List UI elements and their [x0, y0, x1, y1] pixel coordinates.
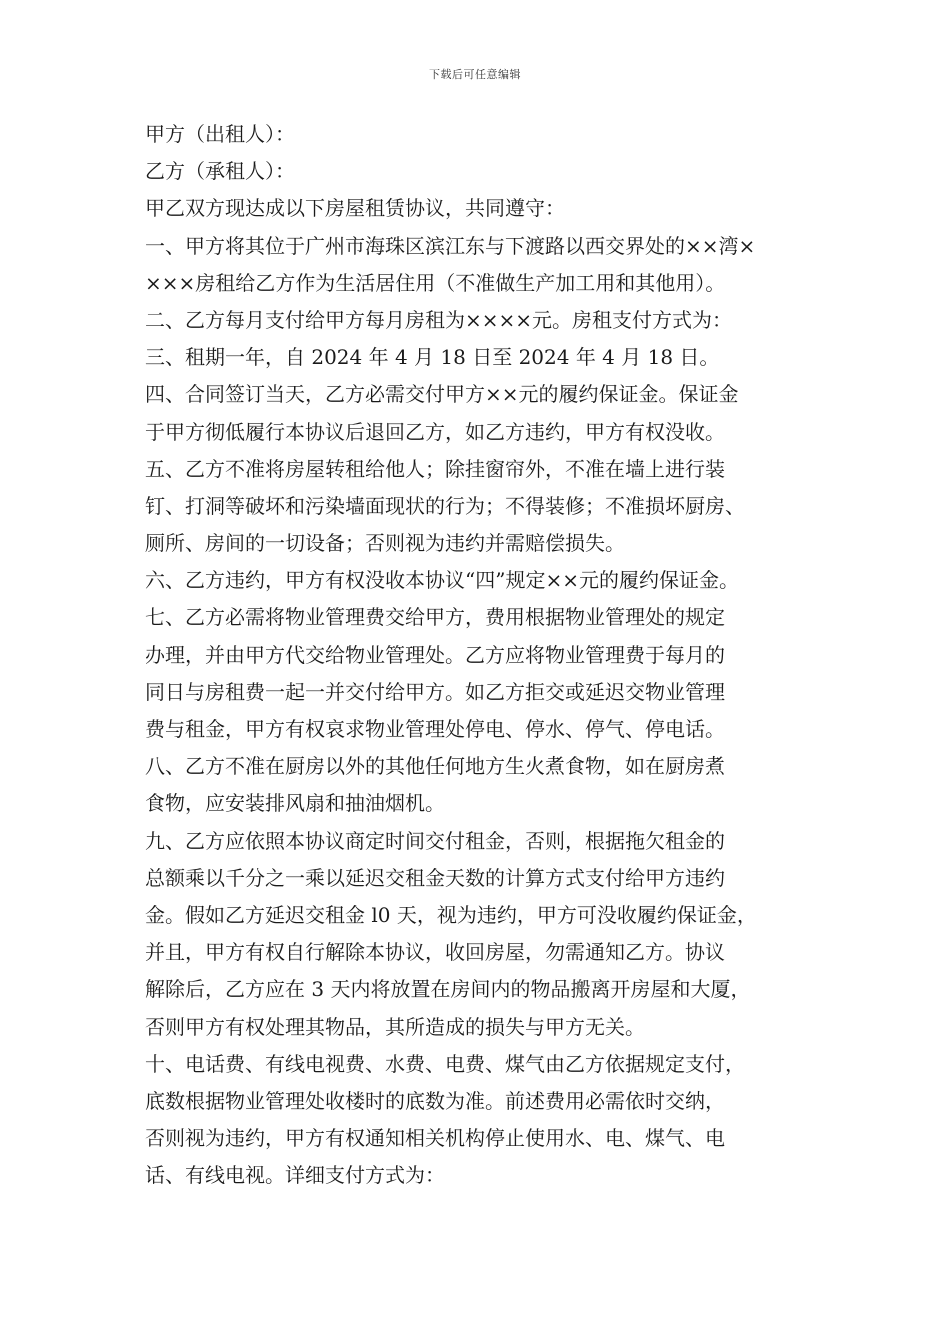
text-line: 同日与房租费一起一并交付给甲方。如乙方拒交或延迟交物业管理 — [145, 679, 725, 704]
text-line: ×××房租给乙方作为生活居住用（不准做生产加工用和其他用）。 — [145, 270, 726, 295]
text-line: 一、甲方将其位于广州市海珠区滨江东与下渡路以西交界处的××湾× — [145, 233, 756, 258]
text-line-lessee: 乙方（承租人）： — [145, 159, 295, 184]
text-line: 三、租期一年，自 2024 年 4 月 18 日至 2024 年 4 月 18 日。 — [145, 345, 720, 370]
text-line: 六、乙方违约，甲方有权没收本协议“四”规定××元的履约保证金。 — [145, 568, 739, 593]
text-line: 金。假如乙方延迟交租金 l0 天，视为违约，甲方可没收履约保证金， — [145, 902, 757, 927]
text-line: 并且，甲方有权自行解除本协议，收回房屋，勿需通知乙方。协议 — [145, 940, 725, 965]
text-line: 食物，应安装排风扇和抽油烟机。 — [145, 791, 445, 816]
text-line: 否则甲方有权处理其物品，其所造成的损失与甲方无关。 — [145, 1014, 645, 1039]
text-line-lessor: 甲方（出租人）： — [145, 122, 295, 146]
text-line: 七、乙方必需将物业管理费交给甲方，费用根据物业管理处的规定 — [145, 605, 725, 630]
text-line: 于甲方彻低履行本协议后退回乙方，如乙方违约，甲方有权没收。 — [145, 419, 725, 444]
text-line: 九、乙方应依照本协议商定时间交付租金，否则，根据拖欠租金的 — [145, 828, 725, 853]
text-line: 钉、打洞等破坏和污染墙面现状的行为；不得装修；不准损坏厨房、 — [145, 493, 745, 518]
text-line-intro: 甲乙双方现达成以下房屋租赁协议，共同遵守： — [145, 196, 565, 221]
page-header-note: 下载后可任意编辑 — [429, 68, 521, 81]
text-line: 十、电话费、有线电视费、水费、电费、煤气由乙方依据规定支付， — [145, 1051, 745, 1076]
text-line: 办理，并由甲方代交给物业管理处。乙方应将物业管理费于每月的 — [145, 642, 725, 667]
text-line: 话、有线电视。详细支付方式为： — [145, 1163, 445, 1188]
text-line: 解除后，乙方应在 3 天内将放置在房间内的物品搬离开房屋和大厦， — [145, 977, 751, 1002]
text-line: 四、合同签订当天，乙方必需交付甲方××元的履约保证金。保证金 — [145, 382, 739, 407]
text-line: 二、乙方每月支付给甲方每月房租为××××元。房租支付方式为： — [145, 307, 733, 332]
text-line: 厕所、房间的一切设备；否则视为违约并需赔偿损失。 — [145, 531, 625, 556]
text-line: 底数根据物业管理处收楼时的底数为准。前述费用必需依时交纳， — [145, 1088, 725, 1113]
text-line: 八、乙方不准在厨房以外的其他任何地方生火煮食物，如在厨房煮 — [145, 754, 725, 779]
text-line: 总额乘以千分之一乘以延迟交租金天数的计算方式支付给甲方违约 — [145, 865, 725, 890]
text-line: 否则视为违约，甲方有权通知相关机构停止使用水、电、煤气、电 — [145, 1126, 725, 1151]
text-line: 五、乙方不准将房屋转租给他人；除挂窗帘外，不准在墙上进行装 — [145, 456, 725, 481]
document-body — [145, 116, 835, 1194]
text-line: 费与租金，甲方有权哀求物业管理处停电、停水、停气、停电话。 — [145, 717, 725, 741]
